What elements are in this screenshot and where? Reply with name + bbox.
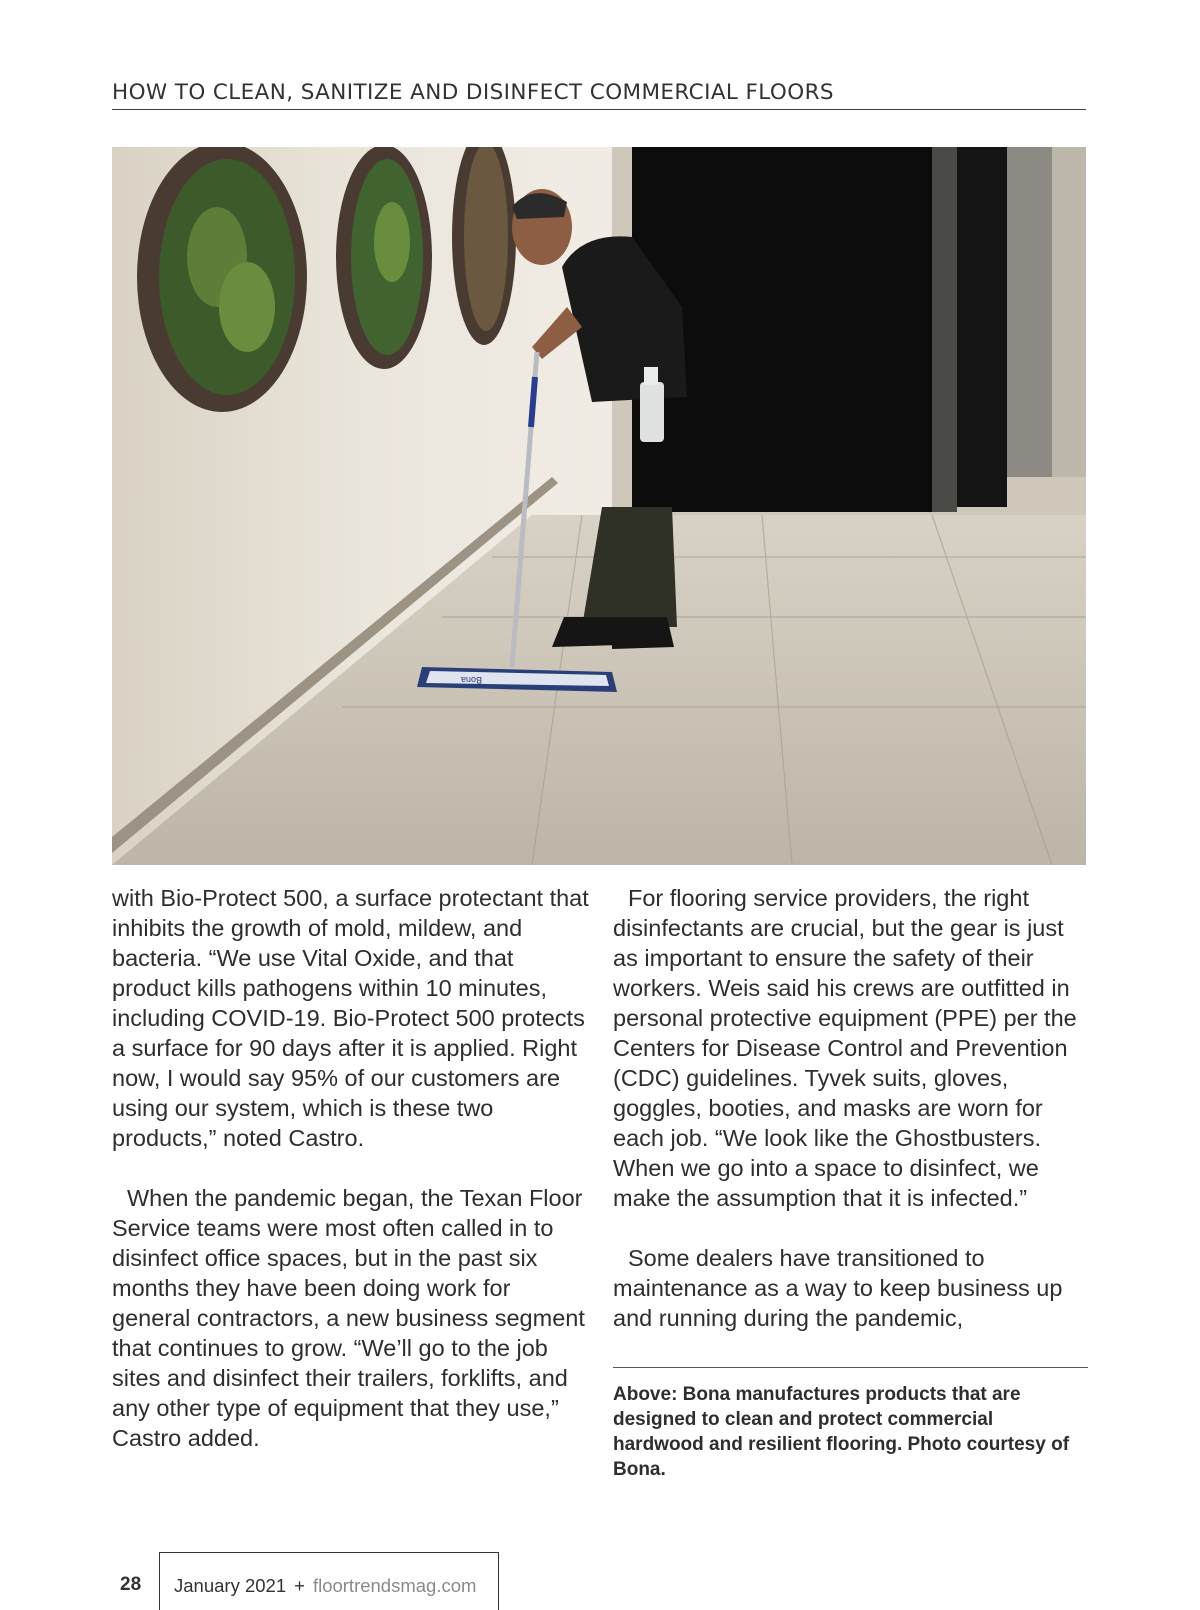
mop-brand-label: Bona	[460, 675, 482, 685]
footer-text	[174, 1575, 476, 1597]
paragraph: Some dealers have transitioned to maintenance as a way to keep business up and running during the pandemic,	[613, 1245, 1063, 1331]
website-link[interactable]: floortrendsmag.com	[312, 1575, 477, 1596]
page-footer	[112, 1552, 502, 1610]
paragraph: with Bio-Protect 500, a surface protectant that inhibits the growth of mold, mildew, and bacteria. “We use Vital Oxide, and that product kills pathogens within 10 minutes, including COVID-19. Bio-Protect 500 protects a surface for 90 days after it is applied. Right now, I would say 95% of our customers are using our system, which is these two products,” noted Castro.	[112, 885, 589, 1151]
issue-date: January 2021	[174, 1575, 287, 1596]
photo-illustration	[112, 147, 1086, 865]
photo-caption: Above: Bona manufactures products that are designed to clean and protect commercial hardwood and resilient flooring. Photo courtesy of Bona.	[613, 1367, 1088, 1482]
paragraph: When the pandemic began, the Texan Floor Service teams were most often called in to disinfect office spaces, but in the past six months they have been doing work for general contractors, a new business segment that continues to grow. “We’ll go to the job sites and disinfect their trailers, forklifts, and any other type of equipment that they use,” Castro added.	[112, 1185, 585, 1451]
running-header: HOW TO CLEAN, SANITIZE AND DISINFECT COMMERCIAL FLOORS	[112, 80, 1086, 110]
footer-box	[159, 1552, 499, 1610]
paragraph: For flooring service providers, the right disinfectants are crucial, but the gear is just as important to ensure the safety of their workers. Weis said his crews are outfitted in personal protective equipment (PPE) per the Centers for Disease Control and Prevention (CDC) guidelines. Tyvek suits, gloves, goggles, booties, and masks are worn for each job. “We look like the Ghostbusters. When we go into a space to disinfect, we make the assumption that it is infected.”	[613, 885, 1077, 1211]
article-photo	[112, 147, 1086, 865]
footer-separator: +	[294, 1575, 305, 1596]
page-number: 28	[120, 1574, 142, 1595]
article-left-column	[112, 883, 594, 1483]
article-right-column	[613, 883, 1088, 1363]
